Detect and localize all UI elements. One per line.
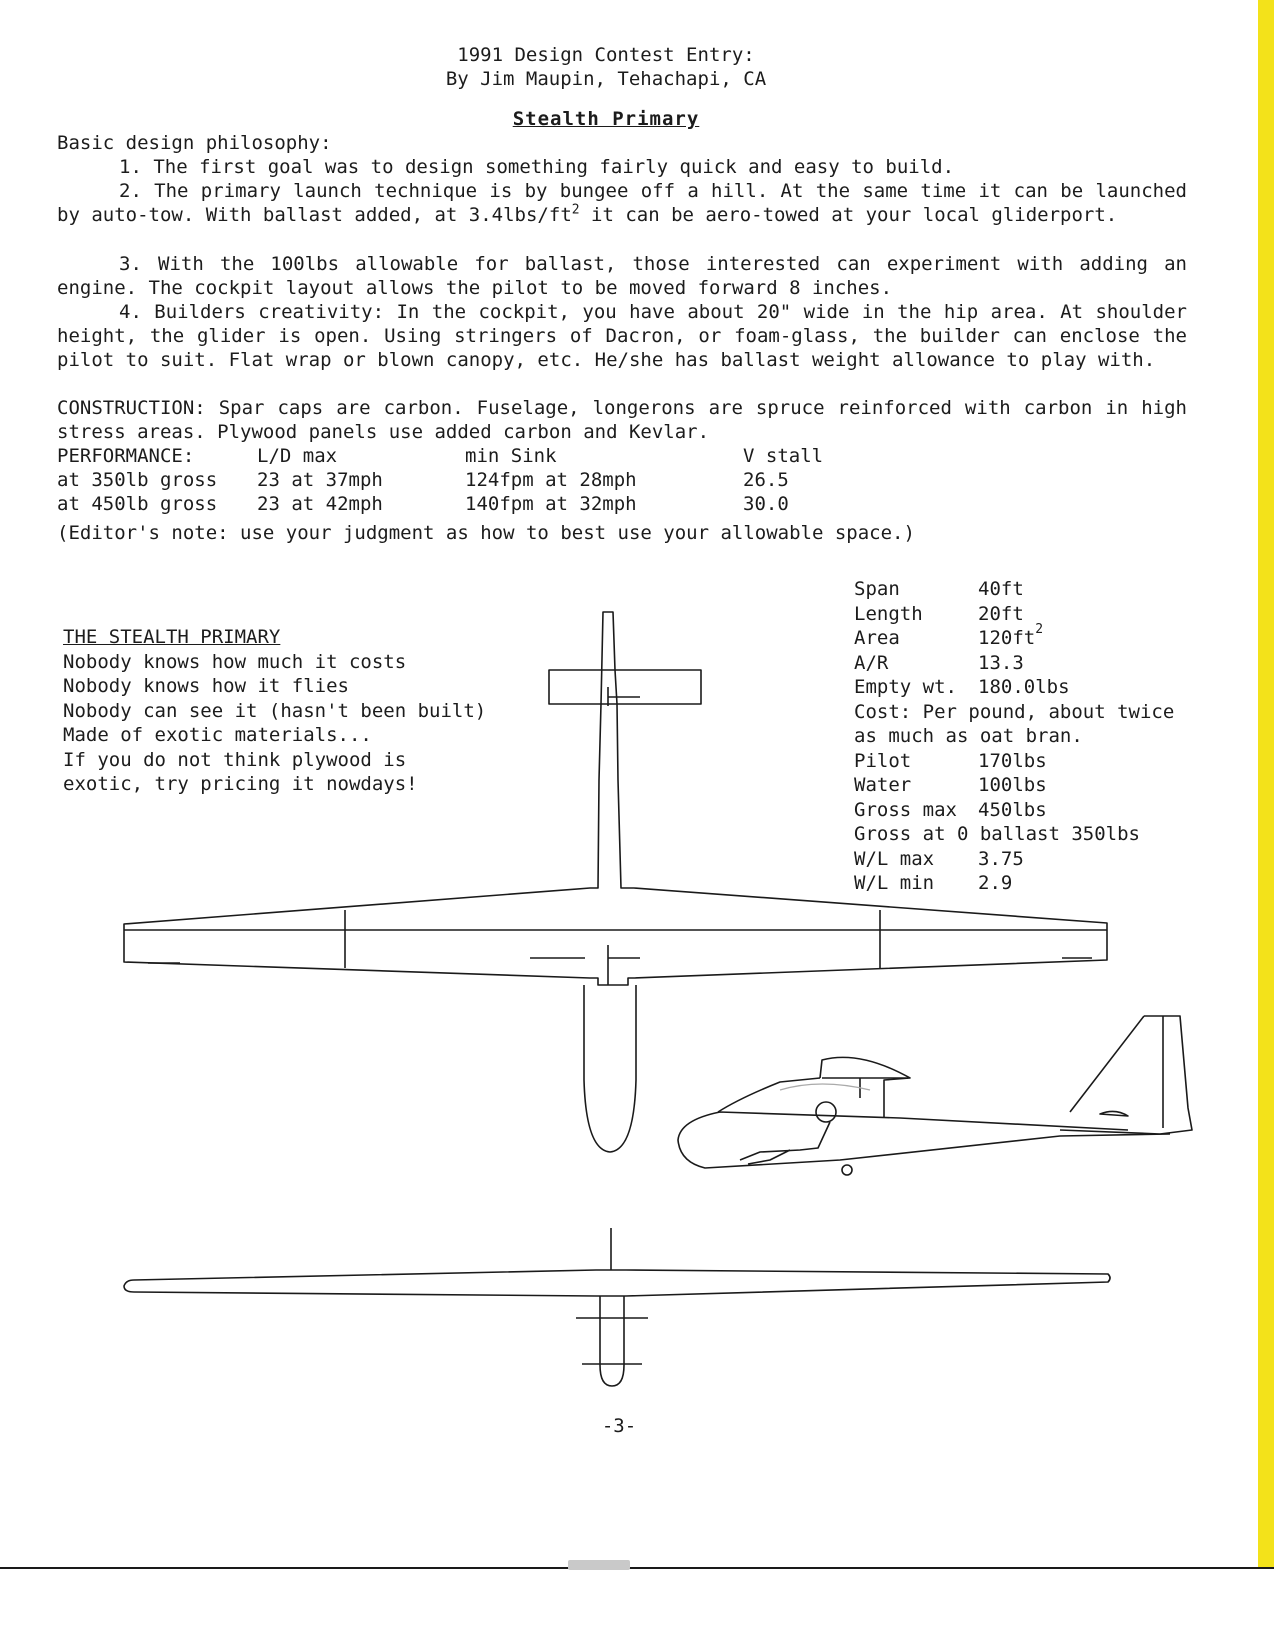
spec-empty-label: Empty wt. <box>854 676 957 698</box>
point-1-text: 1. The first goal was to design something fairly quick and easy to build. <box>119 156 955 178</box>
spec-wl-min-value: 2.9 <box>978 872 1013 894</box>
spec-ar-label: A/R <box>854 651 889 674</box>
spec-water-label: Water <box>854 774 912 796</box>
wing-root-side <box>820 1057 910 1118</box>
caption-title: THE STEALTH PRIMARY <box>63 626 281 648</box>
point-2-text-a: 2. The primary launch technique is by bungee off a hill. At the same time it can be launched by auto-tow. With ballast added, at 3.4lbs/ft <box>57 180 1187 226</box>
perf-header-sink: min Sink <box>465 445 557 467</box>
spec-gross-label: Gross max <box>854 798 957 821</box>
perf-row1-sink: 124fpm at 28mph <box>465 469 637 491</box>
point-2-text-b: it can be aero-towed at your local gliderport. <box>579 204 1118 226</box>
glider-front-view <box>124 1228 1110 1386</box>
landing-wheel <box>842 1165 852 1175</box>
spec-wl-max-value: 3.75 <box>978 847 1024 870</box>
glider-top-view <box>124 612 1107 1152</box>
spec-length-label: Length <box>854 602 923 625</box>
page-number: -3- <box>601 1415 637 1437</box>
caption-line: Nobody knows how it flies <box>63 675 349 697</box>
caption-line: Made of exotic materials... <box>63 724 372 746</box>
spec-ar-value: 13.3 <box>978 651 1024 674</box>
spec-gross-zero-ballast: Gross at 0 ballast 350lbs <box>854 823 1140 845</box>
spec-water-value: 100lbs <box>978 774 1047 796</box>
spec-length-value: 20ft <box>978 602 1024 625</box>
fuselage-and-wing-outline <box>124 612 1107 985</box>
staple <box>568 1560 630 1570</box>
nose-top-view <box>584 985 636 1152</box>
perf-row2-vstall: 30.0 <box>743 493 789 515</box>
spec-pilot-label: Pilot <box>854 749 912 772</box>
spec-pilot-value: 170lbs <box>978 749 1047 772</box>
glider-side-view <box>678 1016 1192 1175</box>
spec-area-label: Area <box>854 627 900 649</box>
perf-row2-label: at 450lb gross <box>57 493 218 515</box>
perf-row2-sink: 140fpm at 32mph <box>465 493 637 515</box>
perf-row1-label: at 350lb gross <box>57 469 218 491</box>
spec-area-superscript: 2 <box>1035 621 1044 637</box>
spec-span-value: 40ft <box>978 578 1024 600</box>
header-line1: 1991 Design Contest Entry: <box>457 44 755 66</box>
caption-line: exotic, try pricing it nowdays! <box>63 773 418 795</box>
spec-cost-line1: Cost: Per pound, about twice <box>854 700 1175 723</box>
philosophy-heading: Basic design philosophy: <box>57 132 332 154</box>
editor-note: (Editor's note: use your judgment as how to best use your allowable space.) <box>57 522 915 544</box>
front-fuselage-bottom <box>600 1365 624 1386</box>
spec-empty-value: 180.0lbs <box>978 676 1070 698</box>
spec-wl-min-label: W/L min <box>854 872 935 894</box>
side-fuselage <box>678 1112 1170 1168</box>
spec-wl-max-label: W/L max <box>854 847 935 870</box>
page-bottom-edge <box>0 1567 1274 1651</box>
spec-cost-line2: as much as oat bran. <box>854 725 1083 747</box>
perf-row2-ld: 23 at 42mph <box>257 493 383 515</box>
pilot-head <box>816 1102 836 1122</box>
point-2-superscript: 2 <box>571 202 580 218</box>
page-title: Stealth Primary <box>512 108 700 130</box>
spec-gross-value: 450lbs <box>978 798 1047 821</box>
caption-line: Nobody knows how much it costs <box>63 650 407 673</box>
construction-paragraph: CONSTRUCTION: Spar caps are carbon. Fuselage, longerons are spruce reinforced with carbon in high stress areas. Plywood panels use added carbon and Kevlar. <box>57 397 1187 443</box>
horizontal-stabilizer <box>549 670 701 704</box>
perf-header-label: PERFORMANCE: <box>57 445 195 467</box>
header-line2: By Jim Maupin, Tehachapi, CA <box>445 68 767 90</box>
caption-line: If you do not think plywood is <box>63 748 407 771</box>
spec-area-number: 120ft <box>978 627 1036 649</box>
spec-span-label: Span <box>854 578 900 600</box>
perf-row1-vstall: 26.5 <box>743 469 789 491</box>
point-4-text: 4. Builders creativity: In the cockpit, you have about 20" wide in the hip area. At shoulder height, the glider is open. Using stringers of Dacron, or foam-glass, the builder can enclose the pilot to suit. Flat wrap or blown canopy, etc. He/she has ballast weight allowance to play with. <box>57 301 1187 371</box>
point-3-text: 3. With the 100lbs allowable for ballast, those interested can experiment with adding an engine. The cockpit layout allows the pilot to be moved forward 8 inches. <box>57 253 1187 299</box>
caption-line: Nobody can see it (hasn't been built) <box>63 699 487 722</box>
perf-header-vstall: V stall <box>743 445 824 467</box>
perf-header-ld: L/D max <box>257 445 338 467</box>
perf-row1-ld: 23 at 37mph <box>257 469 383 491</box>
front-wing <box>124 1270 1110 1296</box>
